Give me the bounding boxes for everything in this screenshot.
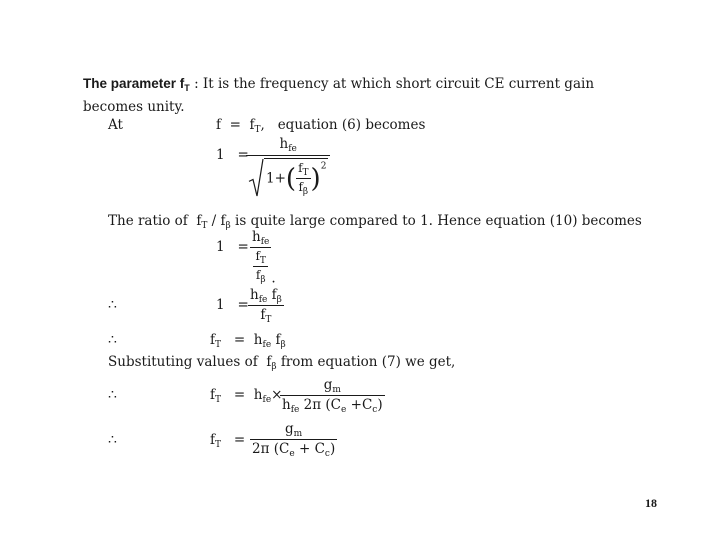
eq4-fraction: $\frac{h_{fe} f_\beta}{f_T}$ xyxy=(250,287,282,325)
eq1-expression: $f = f_T$, equation (6) becomes xyxy=(216,117,426,135)
eq2-lhs: 1 = xyxy=(216,147,249,163)
eq6-lhs: $f_T$ = $h_{fe}\times$ xyxy=(210,387,283,405)
eq5-therefore: ∴ xyxy=(108,332,117,348)
eq3-lhs: 1 = xyxy=(216,239,249,255)
eq6-therefore: ∴ xyxy=(108,387,117,403)
intro-paragraph xyxy=(83,74,628,117)
eq7-fraction: $\frac{g_m}{2\pi (C_e + C_c)}$ xyxy=(252,421,336,459)
eq7-lhs: $f_T$ = xyxy=(210,432,246,450)
eq6-fraction: $\frac{g_m}{h_{fe} 2\pi (C_e +C_c)}$ xyxy=(282,377,383,415)
ratio-sentence: The ratio of $f_T / f_\beta$ is quite large compared to 1. Hence equation (10) becomes xyxy=(108,213,642,231)
eq4-therefore: ∴ xyxy=(108,297,117,313)
intro-rest: : It is the frequency at which short circuit CE current gain becomes unity. xyxy=(83,76,595,115)
page-number: 18 xyxy=(645,496,657,510)
eq5-expression: $f_T$ = $h_{fe}$ $f_\beta$ xyxy=(210,332,286,350)
eq7-therefore: ∴ xyxy=(108,432,117,448)
sqrt-icon xyxy=(248,158,264,197)
eq4-lhs: 1 = xyxy=(216,297,249,313)
eq2-fraction: $h_{fe}$ 1+( $\frac{f_T}{f_\beta}$ )$^2$ xyxy=(246,136,330,197)
eq1-at-label: At xyxy=(108,117,123,133)
eq3-fraction: $\frac{h_{fe}}{\frac{f_T}{f_\beta}}$ . xyxy=(252,229,276,287)
intro-lead: The parameter $f_T$ xyxy=(83,76,190,93)
substituting-sentence: Substituting values of $f_\beta$ from equation (7) we get, xyxy=(108,354,456,372)
sqrt-radical: 1+( $\frac{f_T}{f_\beta}$ )$^2$ xyxy=(248,158,328,197)
